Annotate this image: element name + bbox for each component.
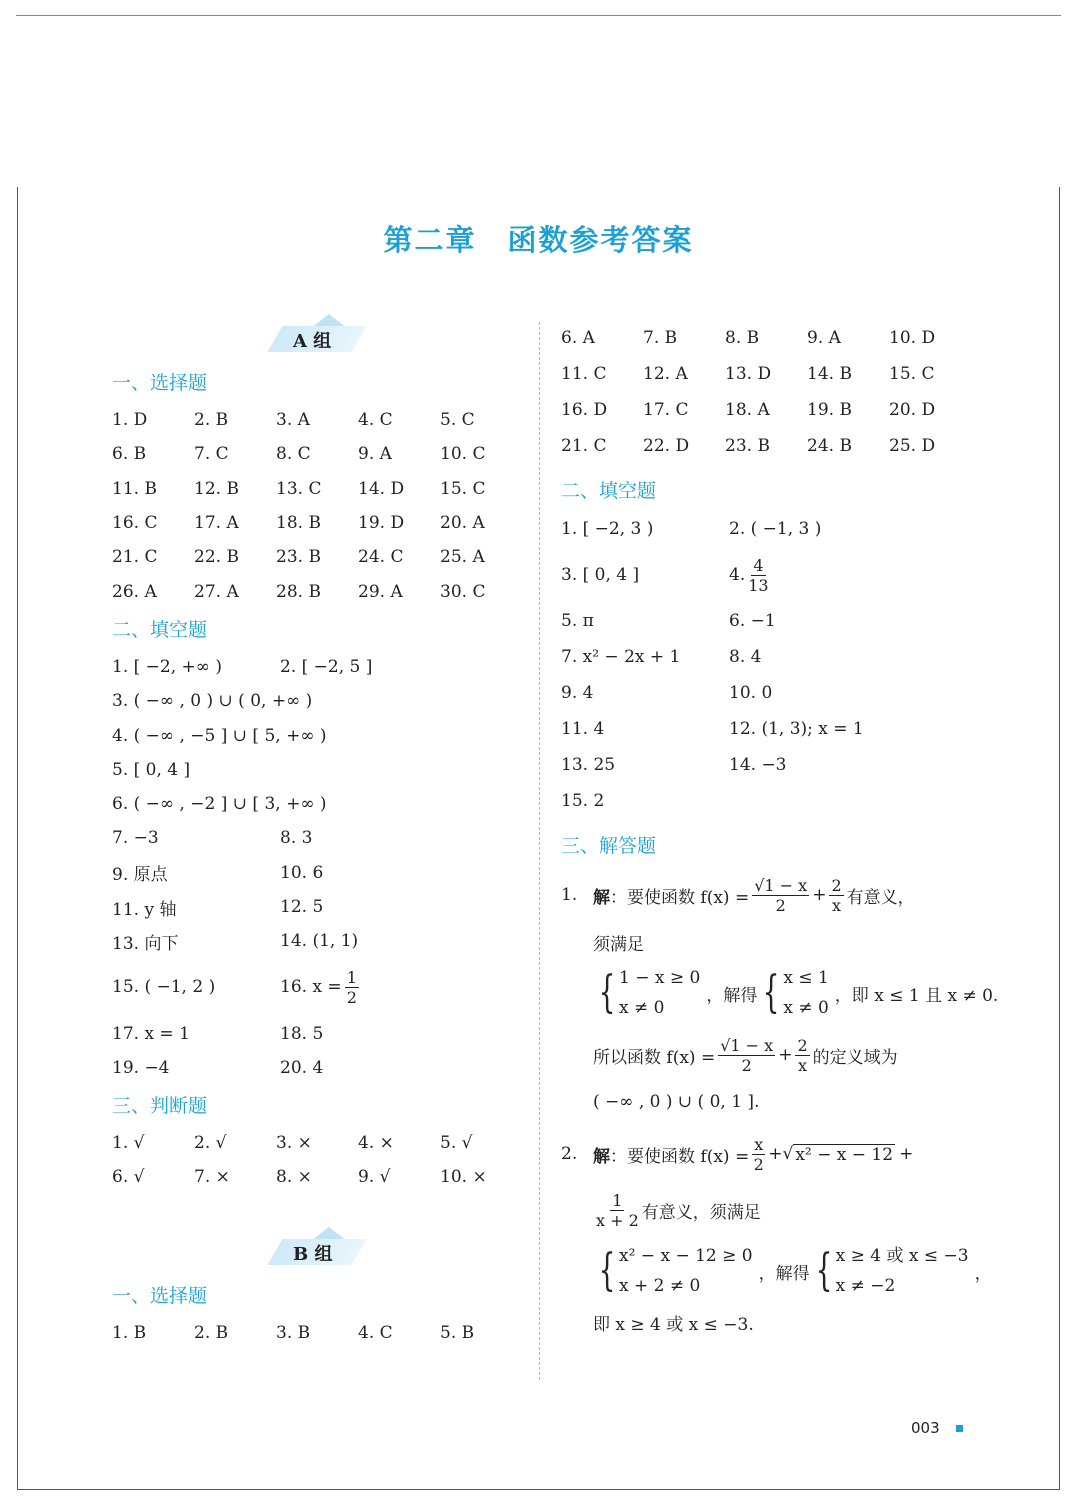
numerator: √1 − x [754,875,808,895]
answer: 4. [729,565,746,585]
answer: 5. C [440,410,475,431]
answer: 8. B [725,328,760,348]
operator: + [768,1144,783,1164]
answer: 26. A [112,581,157,602]
solution-line [561,1182,971,1238]
question-number: 2. [561,1144,578,1164]
answer: 7. × [194,1167,230,1188]
page-title: 第二章 函数参考答案 [383,223,694,257]
answer: 15. C [889,364,935,384]
answer: 19. D [358,513,405,534]
solution-line [561,924,971,960]
question-number: 1. [561,885,578,905]
answer: 10. 0 [729,683,773,703]
answer-row [112,1126,522,1160]
answer: 2. B [194,410,229,431]
operator: + [899,1144,914,1164]
answer-row [561,675,971,711]
answer-row [112,856,522,890]
answer-row [561,639,971,675]
answer: 3. A [276,410,310,431]
answer: 8. 3 [280,828,313,849]
answer: 16. x = [280,977,342,998]
column-divider [539,322,540,1380]
top-rule [16,15,1061,16]
group-b-label: B 组 [293,1243,333,1265]
solution-text: 有意义，须满足 [641,1202,761,1223]
answer-row [112,958,522,1016]
solution-text: 所以函数 f(x) = [593,1047,716,1068]
answer: 27. A [194,581,239,602]
answer: 6. ( −∞ , −2 ] ∪ [ 3, +∞ ) [112,794,327,815]
fraction [752,876,809,915]
answer: 22. D [643,436,690,456]
page-number: 003 [911,1419,940,1437]
answer: 21. C [561,436,607,456]
answer: 15. C [440,478,486,499]
solution-text: ( −∞ , 0 ) ∪ ( 0, 1 ]. [593,1092,760,1112]
denominator: 13 [748,575,769,595]
answer: 19. −4 [112,1057,170,1078]
condition: 1 − x ≥ 0 [619,968,701,988]
solution-text: ：要使函数 f(x) = [610,1146,750,1167]
answer: 12. (1, 3); x = 1 [729,719,864,739]
answer: 17. C [643,400,689,420]
answer-row [112,753,522,787]
answer-row [561,511,971,547]
fraction [345,968,359,1007]
answer-row [112,787,522,821]
group-b-tag [275,1233,365,1271]
answer: 1. [ −2, +∞ ) [112,656,222,677]
answer: 2. B [194,1322,229,1343]
answer: 10. × [440,1167,487,1188]
answer: 29. A [358,581,403,602]
answer: 12. B [194,478,239,499]
group-a-tag [275,320,365,358]
answer-row [112,890,522,924]
fraction [829,876,843,915]
answer-row [561,356,971,392]
answer-row [561,428,971,464]
answer: 7. C [194,444,229,465]
answer: 9. A [358,444,392,465]
answer-row [112,650,522,684]
numerator: 1 [346,967,357,987]
solution-1 [561,866,999,1120]
answer: 17. x = 1 [112,1023,190,1044]
solution-line [561,866,971,924]
solution-line [561,1026,971,1084]
answer: 11. C [561,364,607,384]
page-marker-icon [956,1425,963,1432]
solution-line [561,1084,971,1120]
condition: x² − x − 12 ≥ 0 [619,1246,753,1266]
answer: 11. 4 [561,719,605,739]
answer-row [112,540,522,574]
answer: 19. B [807,400,852,420]
solution-text: ，解得 [706,985,758,1006]
answer: 7. −3 [112,828,159,849]
denominator: 2 [775,895,786,915]
solution-text: 有意义， [846,887,915,908]
numerator: 4 [753,555,764,575]
equation-system [593,963,700,1023]
right-column [561,320,999,1340]
solution-text: ：要使函数 f(x) = [610,887,750,908]
answer: 11. B [112,478,157,499]
answer-row [112,506,522,540]
answer: 4. × [358,1133,394,1154]
answer: 6. √ [112,1167,145,1188]
answer: 13. 25 [561,755,616,775]
equation-system [593,1241,753,1301]
answer: 6. −1 [729,611,776,631]
numerator: √1 − x [720,1035,774,1055]
answer: 10. 6 [280,862,324,883]
answer-row [112,1051,522,1085]
answer: 9. 原点 [112,865,168,886]
answer: 4. C [358,410,393,431]
answer-row [112,684,522,718]
denominator: x [832,895,842,915]
solution-text: 须满足 [593,934,644,955]
answer: 8. C [276,444,311,465]
answer: 16. D [561,400,608,420]
solution-label: 解 [593,887,610,908]
answer: 13. D [725,364,772,384]
answer: 15. 2 [561,791,605,811]
answer: 23. B [276,547,321,568]
brace-icon: { [598,967,616,1018]
condition: x ≥ 4 或 x ≤ −3 [835,1246,969,1266]
answer: 1. √ [112,1133,145,1154]
answer: 13. 向下 [112,933,179,954]
answer: 8. × [276,1167,312,1188]
solution-text: 的定义域为 [812,1047,898,1068]
answer: 5. π [561,611,594,631]
denominator: 2 [741,1055,752,1075]
answer: 10. D [889,328,936,348]
fraction [718,1036,775,1075]
answer: 7. B [643,328,678,348]
answer: 14. −3 [729,755,787,775]
answer: 16. C [112,513,158,534]
answer-row [112,403,522,437]
answer-row [561,392,971,428]
answer: 13. C [276,478,322,499]
numerator: 2 [797,1035,808,1055]
answer: 5. [ 0, 4 ] [112,759,191,780]
answer-row [561,711,971,747]
answer: 20. D [889,400,936,420]
answer-row [112,574,522,608]
answer: 12. 5 [280,897,324,917]
section-heading: 三、解答题 [561,835,657,857]
solution-text: ，即 x ≤ 1 且 x ≠ 0. [834,985,999,1006]
numerator: 1 [612,1190,623,1210]
answer: 17. A [194,513,239,534]
section-heading: 一、选择题 [112,372,208,394]
answer: 2. √ [194,1133,227,1154]
answer: 21. C [112,547,158,568]
answer: 1. B [112,1322,147,1343]
answer: 11. y 轴 [112,899,177,920]
denominator: x [798,1055,808,1075]
fraction [752,1135,765,1174]
answer: 9. A [807,328,841,348]
answer-row [112,437,522,471]
answer: 1. D [112,410,148,431]
condition: x ≤ 1 [783,968,829,988]
answer-row [112,924,522,958]
answer: 28. B [276,581,321,602]
answer: 12. A [643,364,688,384]
solution-text: ， [974,1263,992,1284]
brace-icon: { [815,1245,832,1296]
answer: 10. C [440,444,486,465]
answer: 25. A [440,547,485,568]
answer: 6. A [561,328,595,348]
solution-label: 解 [593,1146,610,1167]
answer: 20. 4 [280,1057,324,1078]
section-heading: 三、判断题 [112,1095,208,1118]
solution-line [561,1238,992,1304]
answer: 30. C [440,581,486,602]
solution-line: 2. 解 ：要使函数 f(x) = $\frac{x}{2}$ + √ x² − x − 12 + [561,1134,914,1174]
operator: + [812,885,827,905]
answer: 20. A [440,513,485,534]
section-heading: 二、填空题 [561,480,657,502]
section-heading: 二、填空题 [112,618,208,641]
answer: 4. C [358,1322,393,1343]
left-column [112,320,522,1350]
answer-row [112,1016,522,1050]
answer: 18. A [725,400,770,420]
answer: 3. [ 0, 4 ] [561,565,640,585]
answer: 9. 4 [561,683,594,703]
answer: 1. [ −2, 3 ) [561,519,654,539]
answer: 2. ( −1, 3 ) [729,519,822,539]
equation-system [757,963,828,1023]
answer-row [561,603,971,639]
answer: 5. B [440,1322,475,1343]
fraction [748,556,768,595]
answer: 7. x² − 2x + 1 [561,647,681,667]
answer: 8. 4 [729,647,762,667]
numerator: 2 [831,875,842,895]
answer-row [112,821,522,855]
answer: 6. B [112,444,147,465]
answer: 24. C [358,547,404,568]
answer: 3. B [276,1322,311,1343]
solution-text: 即 x ≥ 4 或 x ≤ −3. [593,1314,754,1335]
brace-icon: { [598,1245,616,1296]
brace-icon: { [762,967,780,1018]
operator: + [778,1045,793,1065]
solution-line [561,1304,971,1340]
answer-row [112,472,522,506]
a-choice-grid [112,403,522,609]
answer: 25. D [889,436,936,456]
condition: x ≠ −2 [835,1276,896,1296]
answer-row [112,718,522,752]
answer: 18. 5 [280,1023,324,1044]
section-heading: 一、选择题 [112,1284,208,1307]
answer-row [561,320,971,356]
answer-row [561,747,971,783]
answer: 15. ( −1, 2 ) [112,977,216,998]
answer: 22. B [194,547,239,568]
denominator: 2 [753,1154,764,1174]
answer-row [561,547,971,603]
denominator: 2 [346,987,357,1007]
answer: 23. B [725,436,770,456]
solution-text: ，解得 [758,1263,810,1284]
condition: x + 2 ≠ 0 [619,1276,701,1296]
radicand: x² − x − 12 [795,1144,894,1165]
answer: 4. ( −∞ , −5 ] ∪ [ 5, +∞ ) [112,725,327,746]
equation-system [810,1241,969,1301]
answer: 3. ( −∞ , 0 ) ∪ ( 0, +∞ ) [112,691,313,712]
condition: x ≠ 0 [619,998,665,1018]
fraction [596,1191,639,1230]
denominator: x + 2 [596,1210,639,1230]
answer: 14. D [358,478,405,499]
answer: 9. √ [358,1167,391,1188]
answer: 24. B [807,436,852,456]
fraction [795,1036,809,1075]
answer: 14. (1, 1) [280,931,359,952]
answer-row [112,1316,522,1350]
answer-row [561,783,971,819]
group-a-label: A 组 [293,331,332,352]
answer: 5. √ [440,1133,473,1154]
numerator: x [754,1134,764,1154]
condition: x ≠ 0 [783,998,829,1018]
answer: 3. × [276,1133,312,1154]
answer: 14. B [807,364,852,384]
solution-2 [561,1126,992,1340]
answer-row [112,1160,522,1194]
answer: 2. [ −2, 5 ] [280,656,373,677]
solution-line [561,960,999,1026]
answer: 18. B [276,513,321,534]
